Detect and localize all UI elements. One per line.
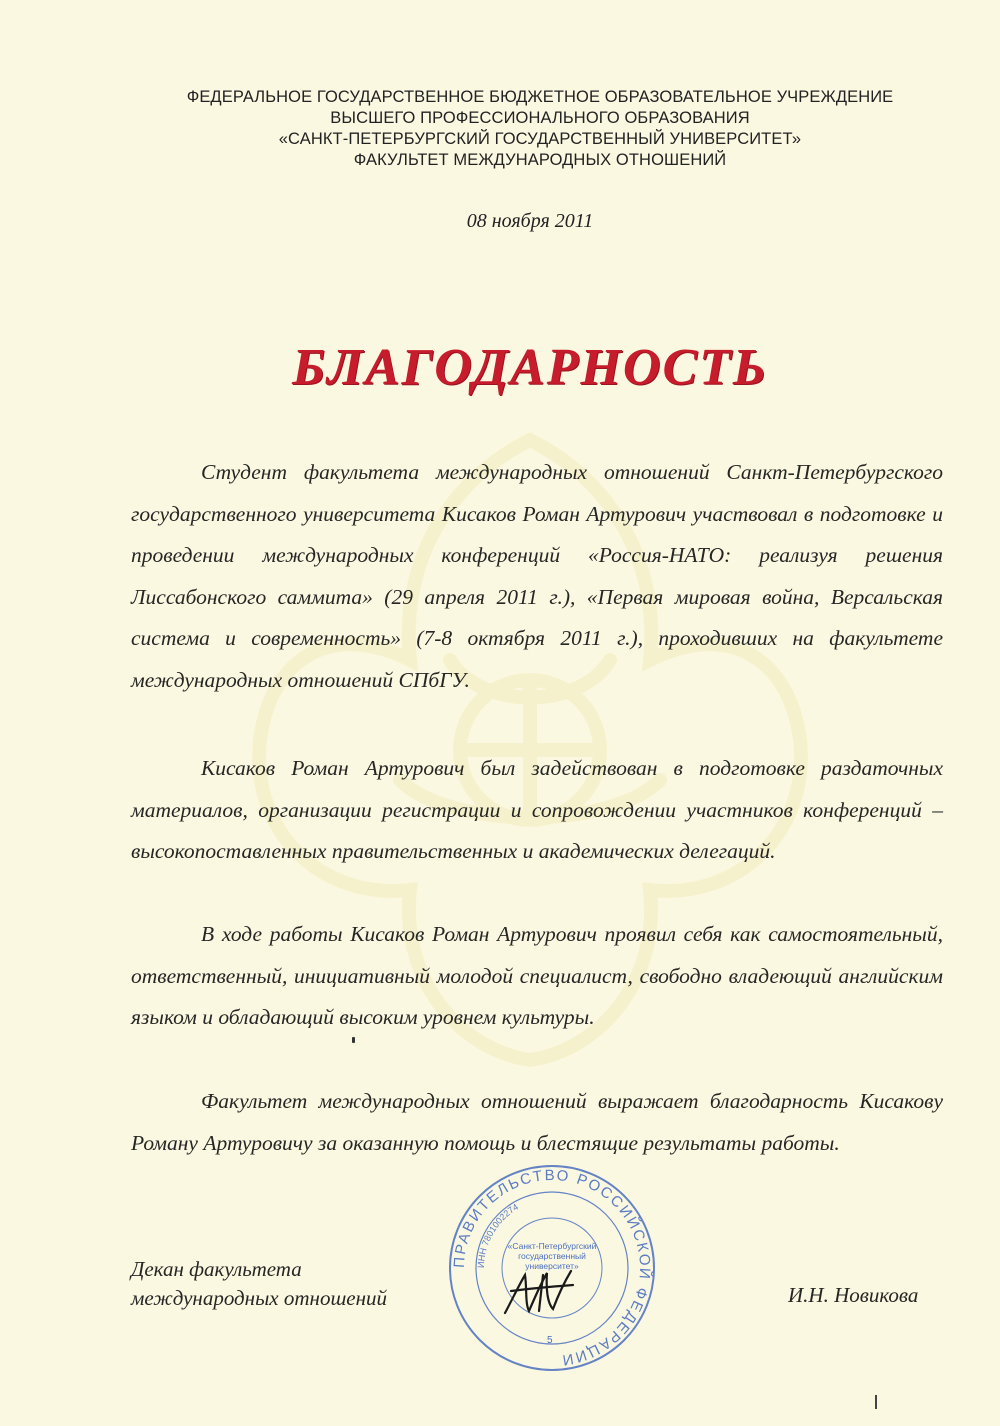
stamp-outer-text: ПРАВИТЕЛЬСТВО РОССИЙСКОЙ ФЕДЕРАЦИИ: [450, 1166, 654, 1369]
header-line-2: ВЫСШЕГО ПРОФЕССИОНАЛЬНОГО ОБРАЗОВАНИЯ: [330, 109, 750, 127]
stamp-inner-text: ИНН 7801002274: [475, 1201, 520, 1269]
paragraph-2: [131, 748, 943, 873]
header-line-1: ФЕДЕРАЛЬНОЕ ГОСУДАРСТВЕННОЕ БЮДЖЕТНОЕ ОБРАЗОВАТЕЛЬНОЕ УЧРЕЖДЕНИЕ: [186, 88, 894, 106]
paragraph-1: [131, 452, 943, 701]
signatory-position-line-2: международных отношений: [131, 1286, 388, 1310]
paragraph-4-text: Факультет международных отношений выражает благодарность Кисакову Роману Артуровичу за оказанную помощь и блестящие результаты работы.: [131, 1089, 943, 1155]
document-title: БЛАГОДАРНОСТЬ: [292, 339, 768, 396]
official-stamp: [447, 1163, 657, 1373]
header-line-3: «САНКТ-ПЕТЕРБУРГСКИЙ ГОСУДАРСТВЕННЫЙ УНИВЕРСИТЕТ»: [278, 130, 802, 148]
paragraph-4: [131, 1081, 943, 1164]
signatory-position: [131, 1255, 387, 1313]
stamp-center-text: «Санкт-Петербургский государственный университет»: [507, 1241, 597, 1271]
ink-dot: [352, 1037, 355, 1043]
stamp-number: 5: [547, 1335, 553, 1346]
margin-mark: [875, 1395, 877, 1409]
signatory-name: И.Н. Новикова: [788, 1283, 919, 1307]
paragraph-2-text: Кисаков Роман Артурович был задействован в подготовке раздаточных материалов, организации регистрации и сопровождении участников конференций – высокопоставленных правительственных и академических делегаций.: [131, 756, 943, 863]
paragraph-1-text: Студент факультета международных отношений Санкт-Петербургского государственного университета Кисаков Роман Артурович участвовал в подготовке и проведении международных конференций «Россия-НАТО: реализуя решения Лиссабонского саммита» (29 апреля 2011 г.), «Первая мировая война, Версальская система и современность» (7-8 октября 2011 г.), проходивших на факультете международных отношений СПбГУ.: [131, 460, 943, 692]
header-line-4: ФАКУЛЬТЕТ МЕЖДУНАРОДНЫХ ОТНОШЕНИЙ: [353, 151, 727, 169]
paragraph-3: [131, 914, 943, 1039]
paragraph-3-text: В ходе работы Кисаков Роман Артурович проявил себя как самостоятельный, ответственный, инициативный молодой специалист, свободно владеющий английским языком и обладающий высоким уровнем культуры.: [131, 922, 943, 1029]
signatory-position-line-1: Декан факультета: [131, 1257, 302, 1281]
document-date: 08 ноября 2011: [466, 210, 594, 232]
institution-header: [80, 87, 1000, 171]
